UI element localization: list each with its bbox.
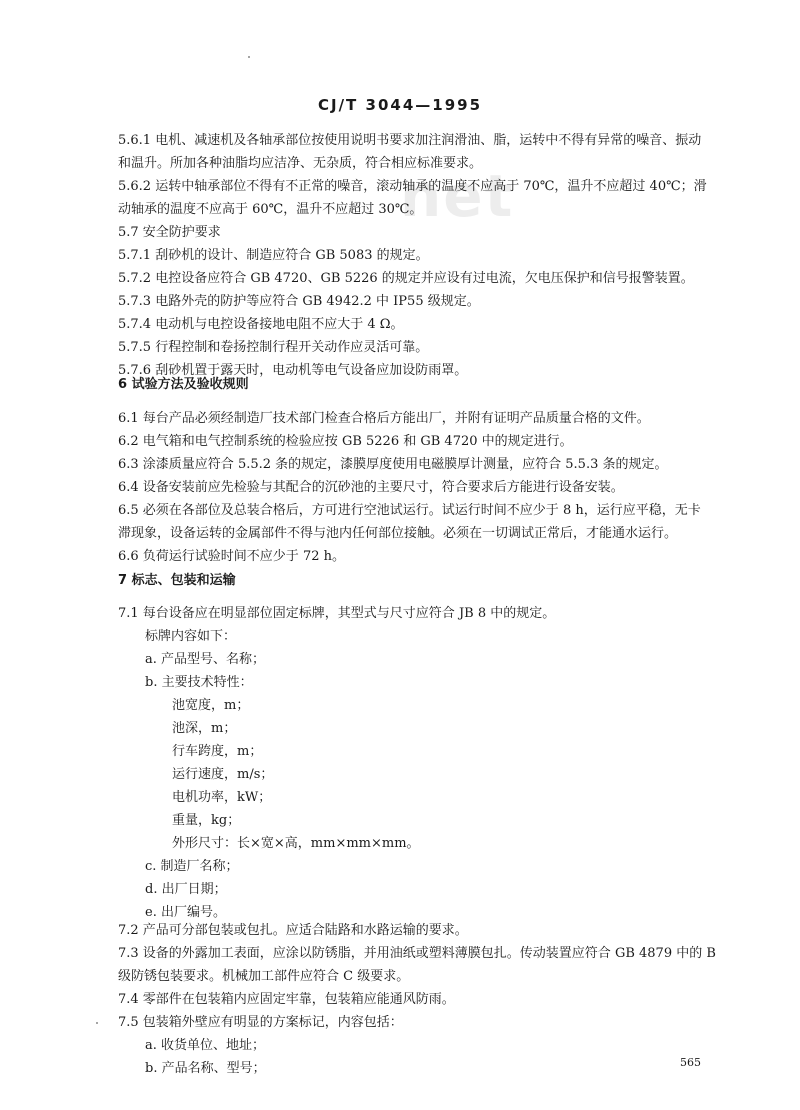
text-line: 5.7.6 刮砂机置于露天时，电动机等电气设备应加设防雨罩。: [118, 363, 468, 378]
list-subitem: 运行速度，m/s；: [172, 767, 274, 782]
text-line: 级防锈包装要求。机械加工部件应符合 C 级要求。: [118, 969, 410, 984]
scan-speck: [96, 1022, 98, 1024]
list-subitem: 池深，m；: [172, 721, 237, 736]
scan-speck: [248, 56, 250, 58]
text-line: 5.6.1 电机、减速机及各轴承部位按使用说明书要求加注润滑油、脂，运转中不得有异常的噪音、振动: [118, 133, 702, 148]
list-subitem: 外形尺寸：长×宽×高，mm×mm×mm。: [172, 836, 420, 851]
list-item: b. 产品名称、型号；: [145, 1061, 266, 1076]
list-subitem: 重量，kg；: [172, 813, 241, 828]
text-line: 7.5 包装箱外壁应有明显的方案标记，内容包括：: [118, 1015, 403, 1030]
list-item: d. 出厂日期；: [145, 882, 227, 897]
text-line: 6.2 电气箱和电气控制系统的检验应按 GB 5226 和 GB 4720 中的规定进行。: [118, 434, 573, 449]
text-line: 5.7.1 刮砂机的设计、制造应符合 GB 5083 的规定。: [118, 248, 429, 263]
text-line: 6.5 必须在各部位及总装合格后，方可进行空池试运行。试运行时间不应少于 8 h，运行应平稳，无卡: [118, 503, 701, 518]
text-line: 5.7.3 电路外壳的防护等应符合 GB 4942.2 中 IP55 级规定。: [118, 294, 480, 309]
watermark: net: [400, 162, 515, 230]
list-subitem: 行车跨度，m；: [172, 744, 263, 759]
text-line: 7.3 设备的外露加工表面，应涂以防锈脂，并用油纸或塑料薄膜包扎。传动装置应符合 GB 4879 中的 B: [118, 946, 716, 961]
page-number: 565: [680, 1056, 701, 1069]
list-item: b. 主要技术特性：: [145, 675, 253, 690]
list-item: a. 收货单位、地址；: [145, 1038, 266, 1053]
text-line: 7.2 产品可分部包装或包扎。应适合陆路和水路运输的要求。: [118, 923, 468, 938]
section-heading: 7 标志、包装和运输: [118, 573, 236, 588]
text-line: 5.7.4 电动机与电控设备接地电阻不应大于 4 Ω。: [118, 317, 404, 332]
text-line: 标牌内容如下：: [145, 629, 237, 644]
text-line: 5.6.2 运转中轴承部位不得有不正常的噪音，滚动轴承的温度不应高于 70℃，温升不应超过 40℃；滑: [118, 179, 707, 194]
list-subitem: 池宽度，m；: [172, 698, 250, 713]
document-header: CJ/T 3044—1995: [317, 96, 483, 114]
text-line: 和温升。所加各种油脂均应洁净、无杂质，符合相应标准要求。: [118, 156, 483, 171]
section-heading: 6 试验方法及验收规则: [118, 377, 249, 392]
text-line: 滞现象，设备运转的金属部件不得与池内任何部位接触。必须在一切调试正常后，才能通水运行。: [118, 526, 678, 541]
text-line: 7.1 每台设备应在明显部位固定标牌，其型式与尺寸应符合 JB 8 中的规定。: [118, 606, 556, 621]
text-line: 6.6 负荷运行试验时间不应少于 72 h。: [118, 549, 345, 564]
text-line: 6.3 涂漆质量应符合 5.5.2 条的规定，漆膜厚度使用电磁膜厚计测量，应符合 5.5.3 条的规定。: [118, 457, 668, 472]
list-item: c. 制造厂名称；: [145, 859, 239, 874]
text-line: 5.7 安全防护要求: [118, 225, 221, 240]
text-line: 5.7.5 行程控制和卷扬控制行程开关动作应灵活可靠。: [118, 340, 429, 355]
text-line: 动轴承的温度不应高于 60℃，温升不应超过 30℃。: [118, 202, 423, 217]
list-subitem: 电机功率，kW；: [172, 790, 272, 805]
text-line: 7.4 零部件在包装箱内应固定牢靠，包装箱应能通风防雨。: [118, 992, 455, 1007]
text-line: 6.1 每台产品必须经制造厂技术部门检查合格后方能出厂，并附有证明产品质量合格的文件。: [118, 411, 650, 426]
text-line: 5.7.2 电控设备应符合 GB 4720、GB 5226 的规定并应设有过电流，欠电压保护和信号报警装置。: [118, 271, 694, 286]
list-item: e. 出厂编号。: [145, 905, 226, 920]
text-line: 6.4 设备安装前应先检验与其配合的沉砂池的主要尺寸，符合要求后方能进行设备安装。: [118, 480, 624, 495]
list-item: a. 产品型号、名称；: [145, 652, 266, 667]
